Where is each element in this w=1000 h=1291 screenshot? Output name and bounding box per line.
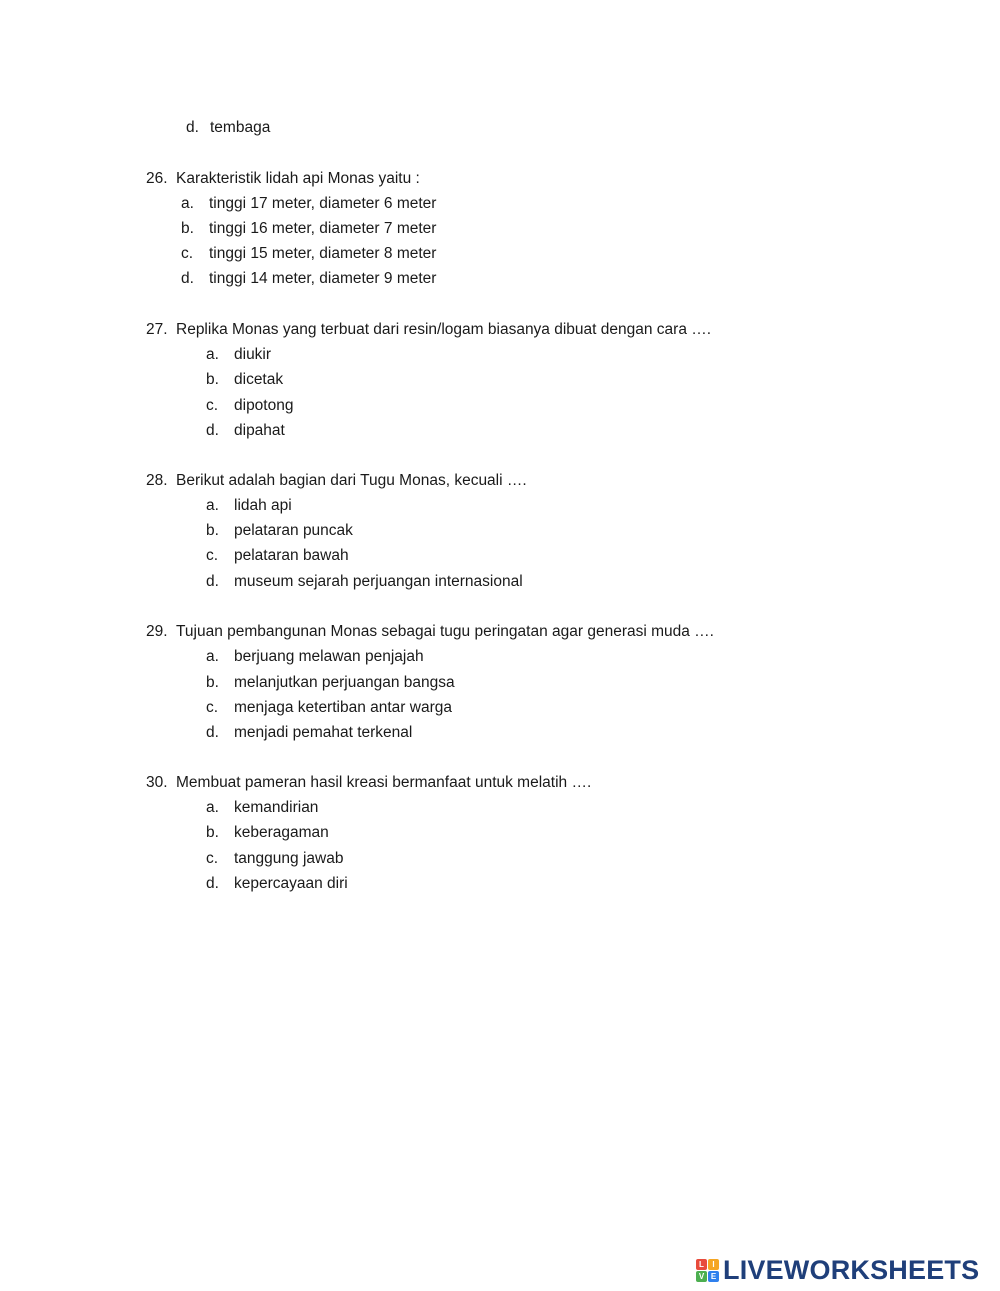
q28-option-b <box>206 521 353 541</box>
option-text: pelataran bawah <box>234 547 349 564</box>
option-letter: d. <box>181 270 194 287</box>
question-text: Membuat pameran hasil kreasi bermanfaat untuk melatih …. <box>176 774 592 791</box>
option-text: tembaga <box>210 119 271 136</box>
question-number: 27. <box>146 321 168 338</box>
option-text: tinggi 16 meter, diameter 7 meter <box>209 220 437 237</box>
q26-option-b <box>181 219 436 239</box>
question-number: 28. <box>146 472 168 489</box>
question-number: 30. <box>146 774 168 791</box>
option-text: berjuang melawan penjajah <box>234 648 424 665</box>
q30-option-a <box>206 798 318 818</box>
question-29 <box>146 622 714 642</box>
option-letter: a. <box>206 648 219 665</box>
question-number: 26. <box>146 170 168 187</box>
option-letter: a. <box>206 346 219 363</box>
live-badge-icon <box>696 1259 719 1282</box>
q27-option-c <box>206 396 293 416</box>
liveworksheets-logo[interactable] <box>696 1255 979 1285</box>
question-text: Karakteristik lidah api Monas yaitu : <box>176 170 420 187</box>
q29-option-d <box>206 723 412 743</box>
option-letter: c. <box>206 397 219 414</box>
question-28 <box>146 471 527 491</box>
question-26 <box>146 169 420 189</box>
option-letter: d. <box>186 119 199 136</box>
option-text: museum sejarah perjuangan internasional <box>234 573 523 590</box>
option-text: dipotong <box>234 397 294 414</box>
q27-option-b <box>206 370 283 390</box>
option-text: kepercayaan diri <box>234 875 348 892</box>
q30-option-c <box>206 849 343 869</box>
prev-option-d <box>186 118 270 138</box>
badge-letter-l: L <box>696 1259 707 1270</box>
option-letter: d. <box>206 875 219 892</box>
option-letter: c. <box>206 699 219 716</box>
option-text: dipahat <box>234 422 285 439</box>
option-text: lidah api <box>234 497 292 514</box>
q29-option-c <box>206 698 452 718</box>
q30-option-d <box>206 874 348 894</box>
q27-option-d <box>206 421 285 441</box>
option-text: melanjutkan perjuangan bangsa <box>234 674 455 691</box>
option-letter: d. <box>206 573 219 590</box>
option-text: kemandirian <box>234 799 319 816</box>
logo-wordmark: LIVEWORKSHEETS <box>723 1254 980 1285</box>
option-letter: b. <box>206 824 219 841</box>
q28-option-a <box>206 496 292 516</box>
question-text: Replika Monas yang terbuat dari resin/logam biasanya dibuat dengan cara …. <box>176 321 712 338</box>
question-number: 29. <box>146 623 168 640</box>
q28-option-c <box>206 546 349 566</box>
badge-letter-v: V <box>696 1271 707 1282</box>
option-text: tanggung jawab <box>234 850 344 867</box>
q28-option-d <box>206 572 523 592</box>
option-letter: d. <box>206 422 219 439</box>
q30-option-b <box>206 823 329 843</box>
option-letter: a. <box>206 799 219 816</box>
option-letter: d. <box>206 724 219 741</box>
option-text: menjaga ketertiban antar warga <box>234 699 452 716</box>
option-letter: a. <box>206 497 219 514</box>
option-text: tinggi 15 meter, diameter 8 meter <box>209 245 437 262</box>
q27-option-a <box>206 345 271 365</box>
option-letter: a. <box>181 195 194 212</box>
q26-option-c <box>181 244 436 264</box>
option-letter: b. <box>181 220 194 237</box>
option-text: pelataran puncak <box>234 522 353 539</box>
option-text: menjadi pemahat terkenal <box>234 724 413 741</box>
badge-letter-i: I <box>708 1259 719 1270</box>
q26-option-a <box>181 194 436 214</box>
q26-option-d <box>181 269 436 289</box>
question-text: Tujuan pembangunan Monas sebagai tugu peringatan agar generasi muda …. <box>176 623 714 640</box>
option-letter: b. <box>206 371 219 388</box>
option-letter: c. <box>206 850 219 867</box>
q29-option-a <box>206 647 424 667</box>
option-text: keberagaman <box>234 824 329 841</box>
option-text: diukir <box>234 346 272 363</box>
option-letter: b. <box>206 522 219 539</box>
question-30 <box>146 773 591 793</box>
option-letter: c. <box>181 245 194 262</box>
question-text: Berikut adalah bagian dari Tugu Monas, kecuali …. <box>176 472 527 489</box>
badge-letter-e: E <box>708 1271 719 1282</box>
option-text: dicetak <box>234 371 284 388</box>
question-27 <box>146 320 711 340</box>
option-text: tinggi 14 meter, diameter 9 meter <box>209 270 437 287</box>
q29-option-b <box>206 673 455 693</box>
option-text: tinggi 17 meter, diameter 6 meter <box>209 195 437 212</box>
option-letter: b. <box>206 674 219 691</box>
option-letter: c. <box>206 547 219 564</box>
